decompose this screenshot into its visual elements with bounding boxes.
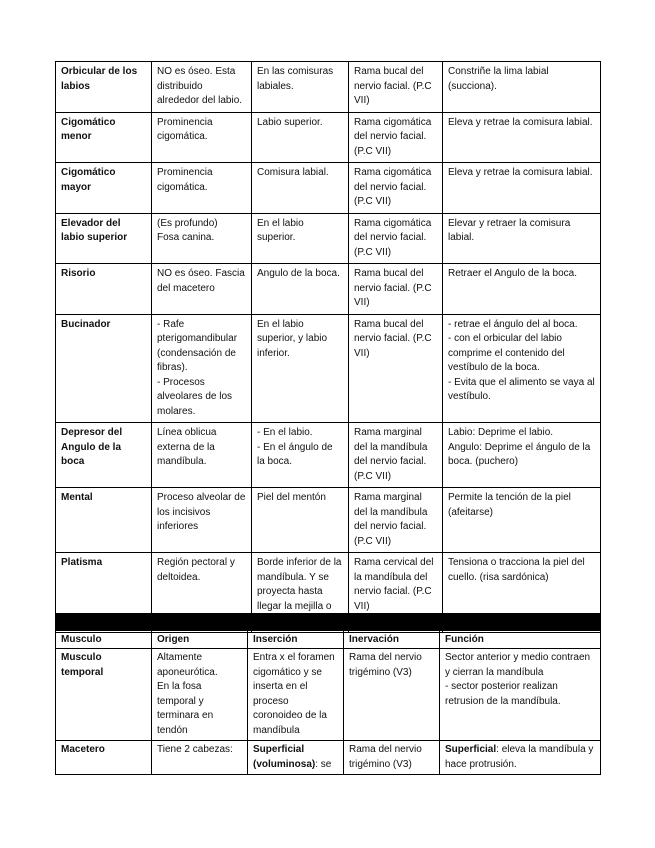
function-rest: : eleva la mandíbula y hace protrusión. bbox=[445, 744, 594, 770]
header-musculo: Musculo bbox=[56, 631, 152, 649]
origin-cell bbox=[152, 488, 252, 553]
insertion-cell bbox=[252, 423, 349, 488]
origin-cell: Tiene 2 cabezas: bbox=[152, 741, 248, 775]
origin-cell bbox=[152, 649, 248, 741]
header-funcion: Función bbox=[440, 631, 601, 649]
muscle-name: Cigomático menor bbox=[56, 112, 152, 163]
function-line: Elevar y retraer la comisura labial. bbox=[448, 217, 571, 243]
muscle-name: Cigomático mayor bbox=[56, 163, 152, 214]
innervation-cell bbox=[349, 423, 443, 488]
innervation-line: Rama del nervio trigémino (V3) bbox=[349, 652, 422, 678]
function-line: Tensiona o tracciona la piel del cuello. (risa sardónica) bbox=[448, 557, 585, 583]
insertion-cell bbox=[252, 213, 349, 264]
table-row bbox=[56, 112, 601, 163]
table-row-temporal bbox=[56, 649, 601, 741]
insertion-line: - En el ángulo de la boca. bbox=[257, 441, 333, 467]
origin-line: NO es óseo. Fascia del macetero bbox=[157, 268, 245, 294]
origin-line: En la fosa temporal y terminara en tendón bbox=[157, 681, 214, 736]
function-line: Retraer el Angulo de la boca. bbox=[448, 268, 577, 279]
origin-cell bbox=[152, 213, 252, 264]
origin-line: - Procesos alveolares de los molares. bbox=[157, 376, 233, 417]
function-cell bbox=[440, 741, 601, 775]
origin-line: Línea oblicua externa de la mandíbula. bbox=[157, 427, 217, 467]
origin-line: Prominencia cigomática. bbox=[157, 167, 213, 193]
origin-line: Proceso alveolar de los incisivos inferiores bbox=[157, 492, 246, 532]
origin-cell bbox=[152, 163, 252, 214]
table-row bbox=[56, 423, 601, 488]
function-line: Eleva y retrae la comisura labial. bbox=[448, 116, 593, 128]
muscle-name: Orbicular de los labios bbox=[56, 62, 152, 113]
insertion-cell bbox=[252, 488, 349, 553]
innervation-line: Rama cigomática del nervio facial. (P.C VII) bbox=[354, 116, 432, 157]
origin-cell bbox=[152, 264, 252, 315]
muscle-name: Platisma bbox=[56, 553, 152, 633]
function-cell bbox=[443, 264, 601, 315]
function-line: Labio: Deprime el labio. bbox=[448, 427, 554, 438]
function-cell bbox=[443, 314, 601, 423]
origin-line: Prominencia cigomática. bbox=[157, 116, 213, 142]
table-row-macetero bbox=[56, 741, 601, 775]
muscle-name: Bucinador bbox=[56, 314, 152, 423]
innervation-line: Rama marginal del la mandíbula del nervio facial. (P.C VII) bbox=[354, 427, 428, 482]
function-line: - retrae el ángulo del al boca. bbox=[448, 318, 578, 330]
table-row bbox=[56, 264, 601, 315]
innervation-line: Rama cigomática del nervio facial. (P.C VII) bbox=[354, 167, 432, 207]
function-line: - con el orbicular del labio comprime el contenido del vestíbulo de la boca. bbox=[448, 333, 565, 373]
insertion-cell bbox=[248, 649, 344, 741]
table-row bbox=[56, 62, 601, 113]
innervation-line: Rama cervical del la mandíbula del nervio facial. (P.C VII) bbox=[354, 557, 434, 612]
insertion-line: - En el labio. bbox=[257, 427, 313, 438]
insertion-line: En el labio superior. bbox=[257, 217, 304, 243]
insertion-line: Piel del mentón bbox=[257, 492, 326, 503]
function-cell bbox=[443, 488, 601, 553]
origin-line: - Rafe pterigomandibular (condensación de fibras). bbox=[157, 318, 238, 373]
function-line: - sector posterior realizan retrusion de la mandíbula. bbox=[445, 681, 561, 707]
function-cell bbox=[443, 163, 601, 214]
insertion-rest: : se bbox=[315, 758, 332, 770]
insertion-cell bbox=[252, 62, 349, 113]
header-inervacion: Inervación bbox=[344, 631, 440, 649]
function-line: - Evita que el alimento se vaya al vestíbulo. bbox=[448, 376, 595, 402]
innervation-cell bbox=[344, 649, 440, 741]
function-line: Permite la tención de la piel (afeitarse) bbox=[448, 492, 571, 518]
table-row bbox=[56, 314, 601, 423]
innervation-line: Rama bucal del nervio facial. (P.C VII) bbox=[354, 66, 432, 106]
innervation-cell bbox=[349, 264, 443, 315]
origin-line: NO es óseo. Esta distribuido alrededor del labio. bbox=[157, 66, 243, 106]
origin-line: Región pectoral y deltoidea. bbox=[157, 557, 235, 583]
innervation-line: Rama bucal del nervio facial. (P.C VII) bbox=[354, 318, 432, 359]
innervation-line: Rama cigomática del nervio facial. (P.C VII) bbox=[354, 217, 432, 258]
insertion-line: Labio superior. bbox=[257, 116, 323, 128]
innervation-cell bbox=[349, 163, 443, 214]
insertion-line: En las comisuras labiales. bbox=[257, 66, 334, 92]
origin-cell bbox=[152, 314, 252, 423]
innervation-cell bbox=[349, 488, 443, 553]
insertion-cell bbox=[252, 314, 349, 423]
innervation-cell bbox=[349, 314, 443, 423]
innervation-cell bbox=[349, 112, 443, 163]
origin-line: Altamente aponeurótica. bbox=[157, 652, 218, 678]
function-cell bbox=[443, 62, 601, 113]
innervation-line: Rama marginal del la mandíbula del nervio facial. (P.C VII) bbox=[354, 492, 428, 547]
origin-cell bbox=[152, 112, 252, 163]
muscle-table-1 bbox=[55, 61, 601, 633]
table-row bbox=[56, 163, 601, 214]
function-cell bbox=[443, 423, 601, 488]
insertion-cell bbox=[248, 741, 344, 775]
function-cell bbox=[443, 112, 601, 163]
muscle-name: Musculo temporal bbox=[56, 649, 152, 741]
function-line: Angulo: Deprime el ángulo de la boca. (puchero) bbox=[448, 441, 591, 467]
function-line: Sector anterior y medio contraen y cierran la mandíbula bbox=[445, 652, 591, 678]
insertion-cell bbox=[252, 112, 349, 163]
function-bold: Superficial bbox=[445, 744, 497, 755]
origin-cell bbox=[152, 62, 252, 113]
muscle-name: Depresor del Angulo de la boca bbox=[56, 423, 152, 488]
function-line: Constriñe la lima labial (succiona). bbox=[448, 66, 549, 92]
muscle-name: Elevador del labio superior bbox=[56, 213, 152, 264]
insertion-line: Angulo de la boca. bbox=[257, 268, 340, 279]
header-origen: Origen bbox=[152, 631, 248, 649]
table-row bbox=[56, 213, 601, 264]
function-cell bbox=[440, 649, 601, 741]
insertion-bold: Superficial (voluminosa) bbox=[253, 744, 316, 770]
innervation-cell: Rama del nervio trigémino (V3) bbox=[344, 741, 440, 775]
muscle-table-2 bbox=[55, 613, 601, 775]
insertion-line: En el labio superior, y labio inferior. bbox=[257, 318, 328, 359]
insertion-cell bbox=[252, 163, 349, 214]
innervation-cell bbox=[349, 213, 443, 264]
muscle-table-1-body bbox=[56, 62, 601, 633]
muscle-name: Risorio bbox=[56, 264, 152, 315]
insertion-line: Entra x el foramen cigomático y se inserta en el proceso coronoideo de la mandíbula bbox=[253, 652, 335, 736]
muscle-name: Mental bbox=[56, 488, 152, 553]
table-row bbox=[56, 488, 601, 553]
header-insercion: Inserción bbox=[248, 631, 344, 649]
origin-cell bbox=[152, 423, 252, 488]
table-2-black-bar bbox=[56, 614, 601, 631]
innervation-cell bbox=[349, 62, 443, 113]
insertion-line: Borde inferior de la mandíbula. Y se proyecta hasta llegar la mejilla o bbox=[257, 557, 342, 612]
insertion-cell bbox=[252, 264, 349, 315]
insertion-line: Comisura labial. bbox=[257, 167, 329, 178]
innervation-line: Rama bucal del nervio facial. (P.C VII) bbox=[354, 268, 432, 308]
table-2-header-row bbox=[56, 631, 601, 649]
muscle-name: Macetero bbox=[56, 741, 152, 775]
origin-line: Fosa canina. bbox=[157, 232, 215, 243]
function-cell bbox=[443, 213, 601, 264]
function-line: Eleva y retrae la comisura labial. bbox=[448, 167, 593, 178]
origin-line: (Es profundo) bbox=[157, 217, 218, 229]
